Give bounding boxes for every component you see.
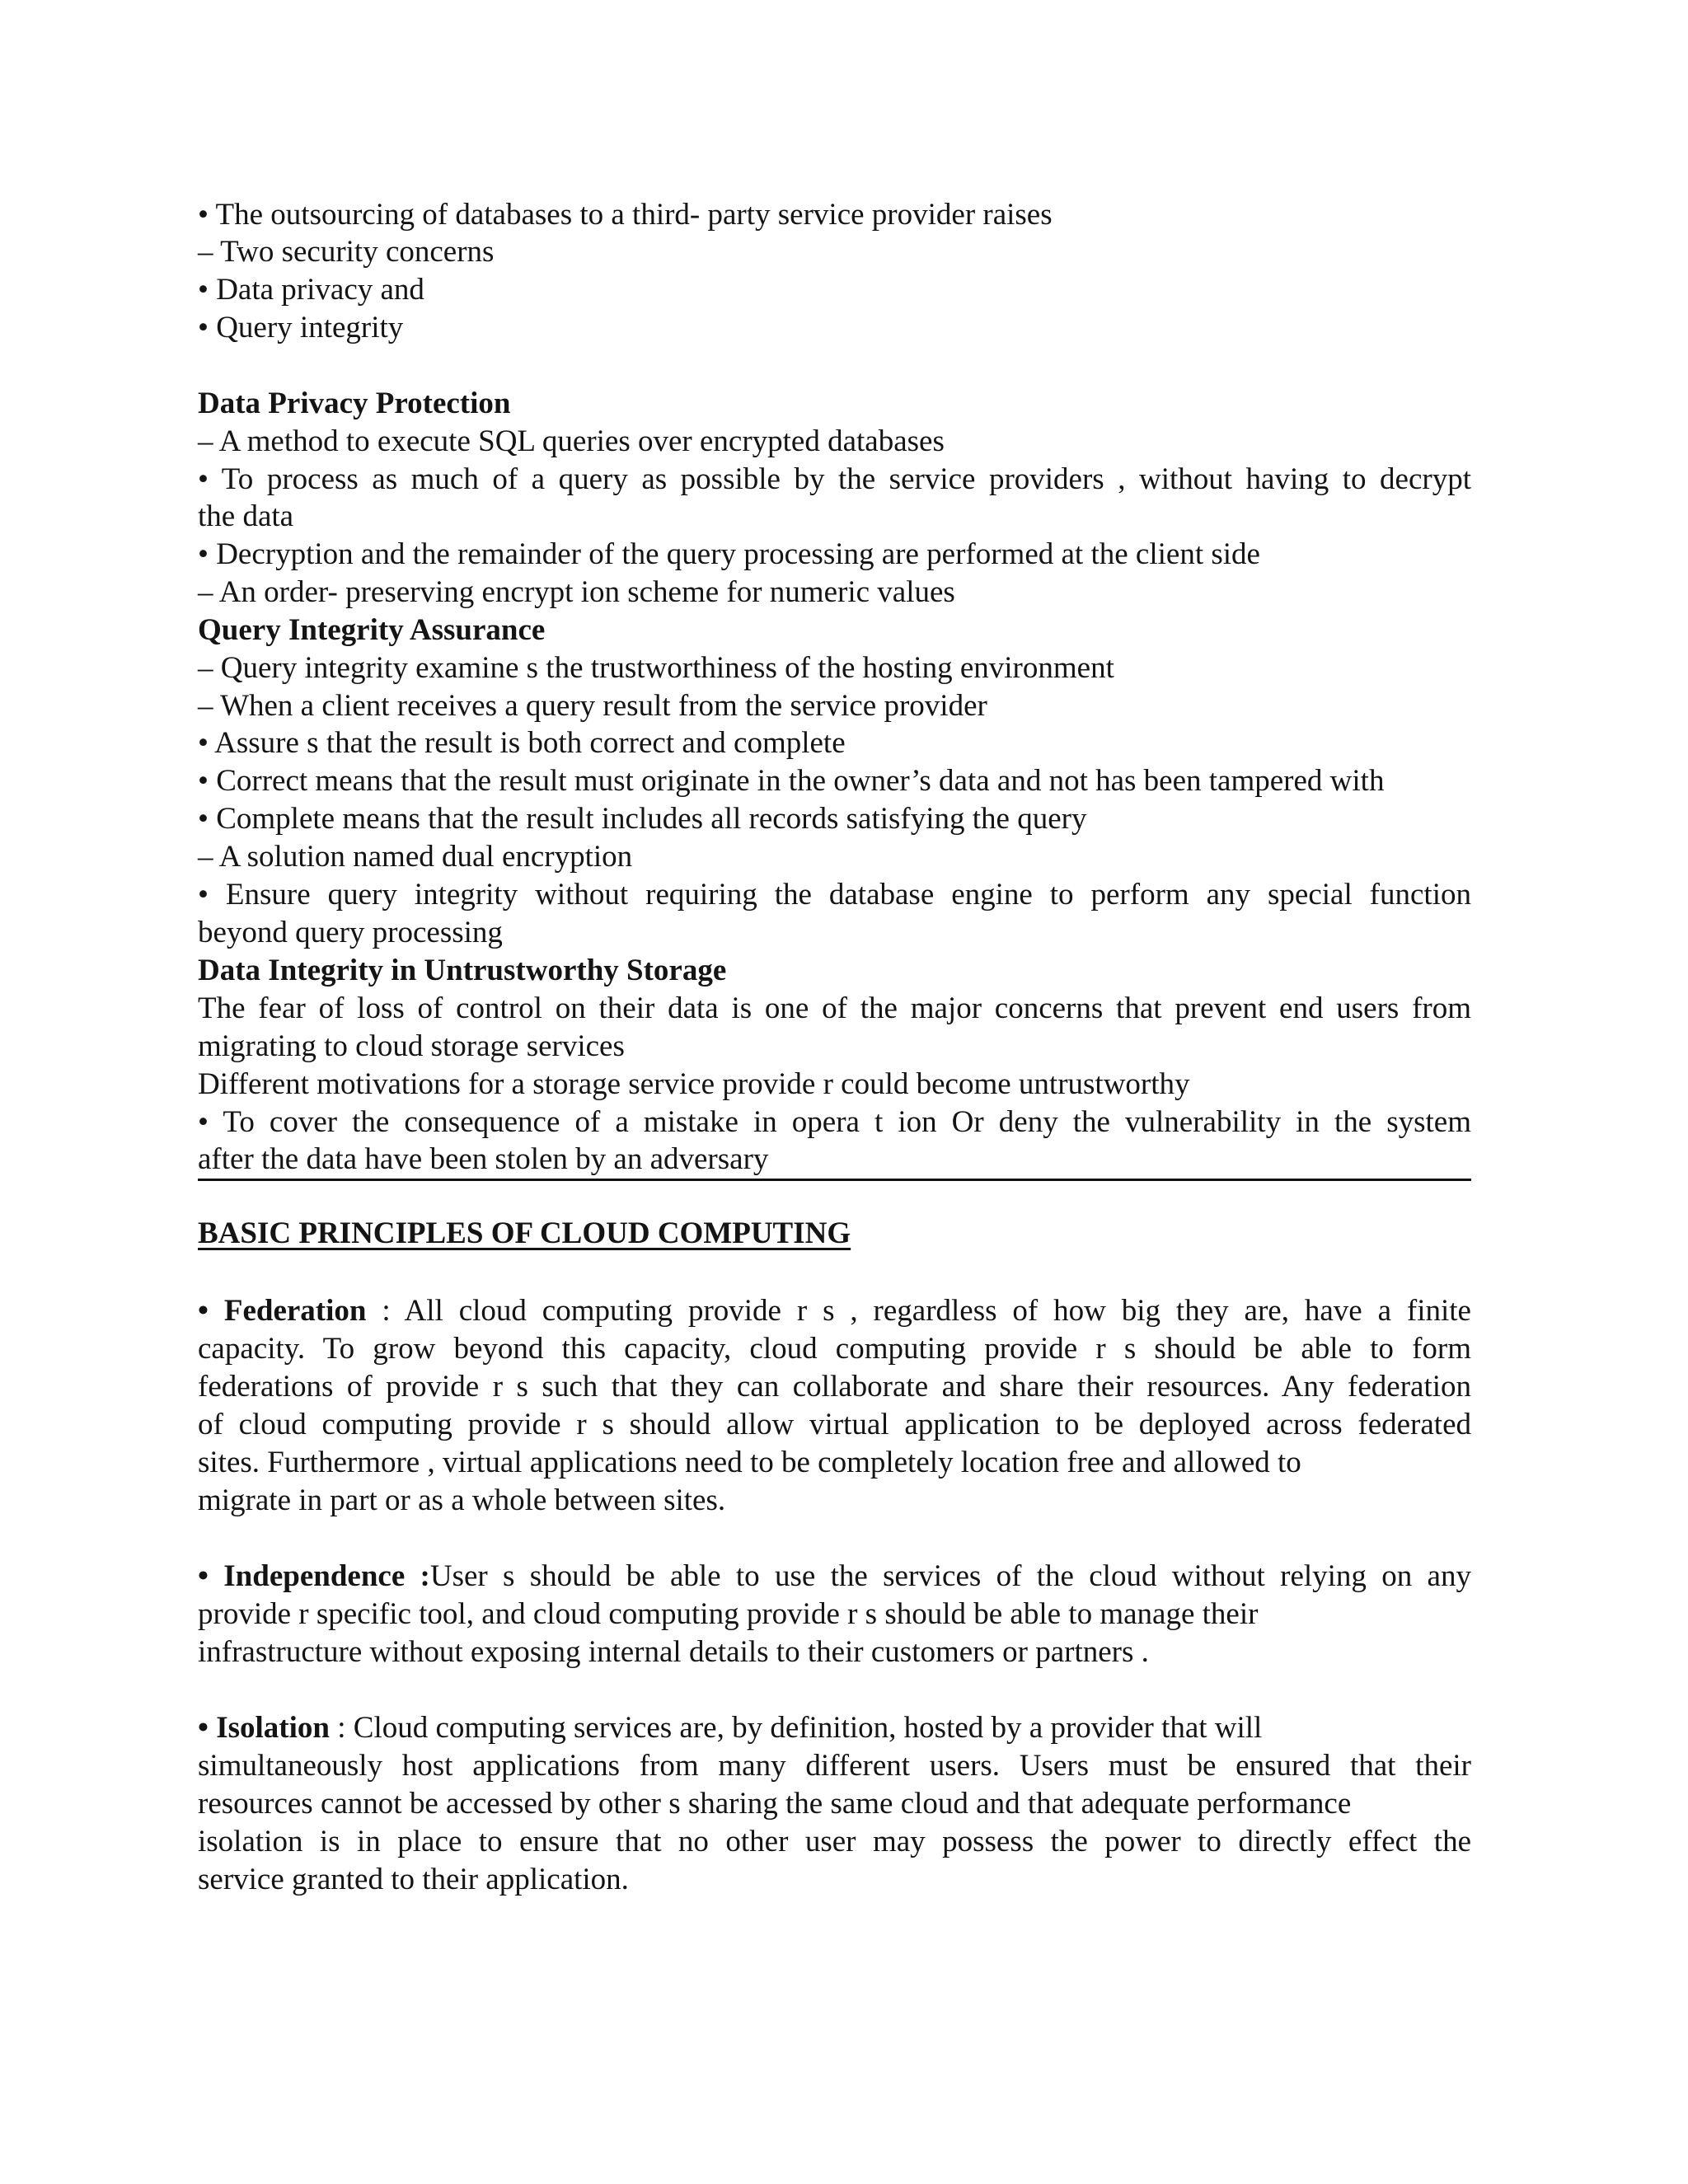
storage-line: The fear of loss of control on their data is one of the major concerns that prevent end users from <box>198 991 1471 1025</box>
section-title-basic-principles: BASIC PRINCIPLES OF CLOUD COMPUTING <box>198 1216 851 1250</box>
integrity-line: – Query integrity examine s the trustworthiness of the hosting environment <box>198 651 1114 685</box>
bullet: • <box>198 1711 217 1745</box>
independence-line: provide r specific tool, and cloud computing provide r s should be able to manage their <box>198 1597 1259 1631</box>
federation-line: federations of provide r s such that they can collaborate and share their resources. Any federation <box>198 1370 1471 1404</box>
heading-untrustworthy-storage: Data Integrity in Untrustworthy Storage <box>198 954 727 987</box>
federation-line: capacity. To grow beyond this capacity, cloud computing provide r s should be able to form <box>198 1332 1471 1366</box>
storage-line: after the data have been stolen by an adversary <box>198 1142 769 1176</box>
privacy-line: – A method to execute SQL queries over encrypted databases <box>198 424 945 458</box>
term-isolation: Isolation <box>216 1711 330 1745</box>
intro-line: • The outsourcing of databases to a third- party service provider raises <box>198 198 1053 232</box>
federation-line: of cloud computing provide r s should allow virtual application to be deployed across federated <box>198 1408 1471 1441</box>
independence-text: User s should be able to use the services of the cloud without relying on any <box>429 1559 1471 1593</box>
privacy-line: • To process as much of a query as possible by the service providers , without having to decrypt <box>198 462 1471 496</box>
federation-line: migrate in part or as a whole between sites. <box>198 1483 726 1517</box>
integrity-line: • Complete means that the result includes all records satisfying the query <box>198 802 1087 836</box>
bullet: • <box>198 1559 224 1593</box>
isolation-text: : Cloud computing services are, by definition, hosted by a provider that will <box>329 1711 1263 1745</box>
federation-line <box>198 1292 1471 1330</box>
heading-query-integrity: Query Integrity Assurance <box>198 613 546 647</box>
heading-data-privacy: Data Privacy Protection <box>198 387 511 420</box>
integrity-line: – When a client receives a query result from the service provider <box>198 689 987 723</box>
isolation-line: resources cannot be accessed by other s sharing the same cloud and that adequate performance <box>198 1787 1352 1821</box>
privacy-line: – An order- preserving encrypt ion scheme for numeric values <box>198 575 955 609</box>
independence-line <box>198 1558 1471 1596</box>
term-independence: Independence : <box>223 1559 430 1593</box>
document-page <box>198 0 1471 2184</box>
intro-line: • Query integrity <box>198 311 404 344</box>
intro-line: – Two security concerns <box>198 235 495 269</box>
privacy-line: • Decryption and the remainder of the query processing are performed at the client side <box>198 537 1260 571</box>
isolation-line: isolation is in place to ensure that no other user may possess the power to directly effect the <box>198 1825 1471 1858</box>
storage-line: Different motivations for a storage service provide r could become untrustworthy <box>198 1067 1190 1101</box>
privacy-line: the data <box>198 499 294 533</box>
intro-line: • Data privacy and <box>198 273 424 307</box>
bullet: • <box>198 1294 224 1328</box>
federation-text: : All cloud computing provide r s , regardless of how big they are, have a finite <box>366 1294 1471 1328</box>
storage-line: migrating to cloud storage services <box>198 1029 625 1063</box>
isolation-line: service granted to their application. <box>198 1863 629 1896</box>
isolation-line <box>198 1709 1471 1747</box>
integrity-line: • Ensure query integrity without requiring the database engine to perform any special function <box>198 878 1471 912</box>
integrity-line: beyond query processing <box>198 916 503 949</box>
independence-line: infrastructure without exposing internal details to their customers or partners . <box>198 1635 1149 1669</box>
isolation-line: simultaneously host applications from many different users. Users must be ensured that their <box>198 1749 1471 1783</box>
storage-line: • To cover the consequence of a mistake in opera t ion Or deny the vulnerability in the system <box>198 1105 1471 1139</box>
horizontal-rule <box>198 1179 1471 1181</box>
integrity-line: – A solution named dual encryption <box>198 840 633 874</box>
integrity-line: • Assure s that the result is both correct and complete <box>198 726 846 760</box>
federation-line: sites. Furthermore , virtual applications need to be completely location free and allowed to <box>198 1446 1301 1479</box>
term-federation: Federation <box>223 1294 367 1328</box>
integrity-line: • Correct means that the result must originate in the owner’s data and not has been tampered with <box>198 764 1385 798</box>
